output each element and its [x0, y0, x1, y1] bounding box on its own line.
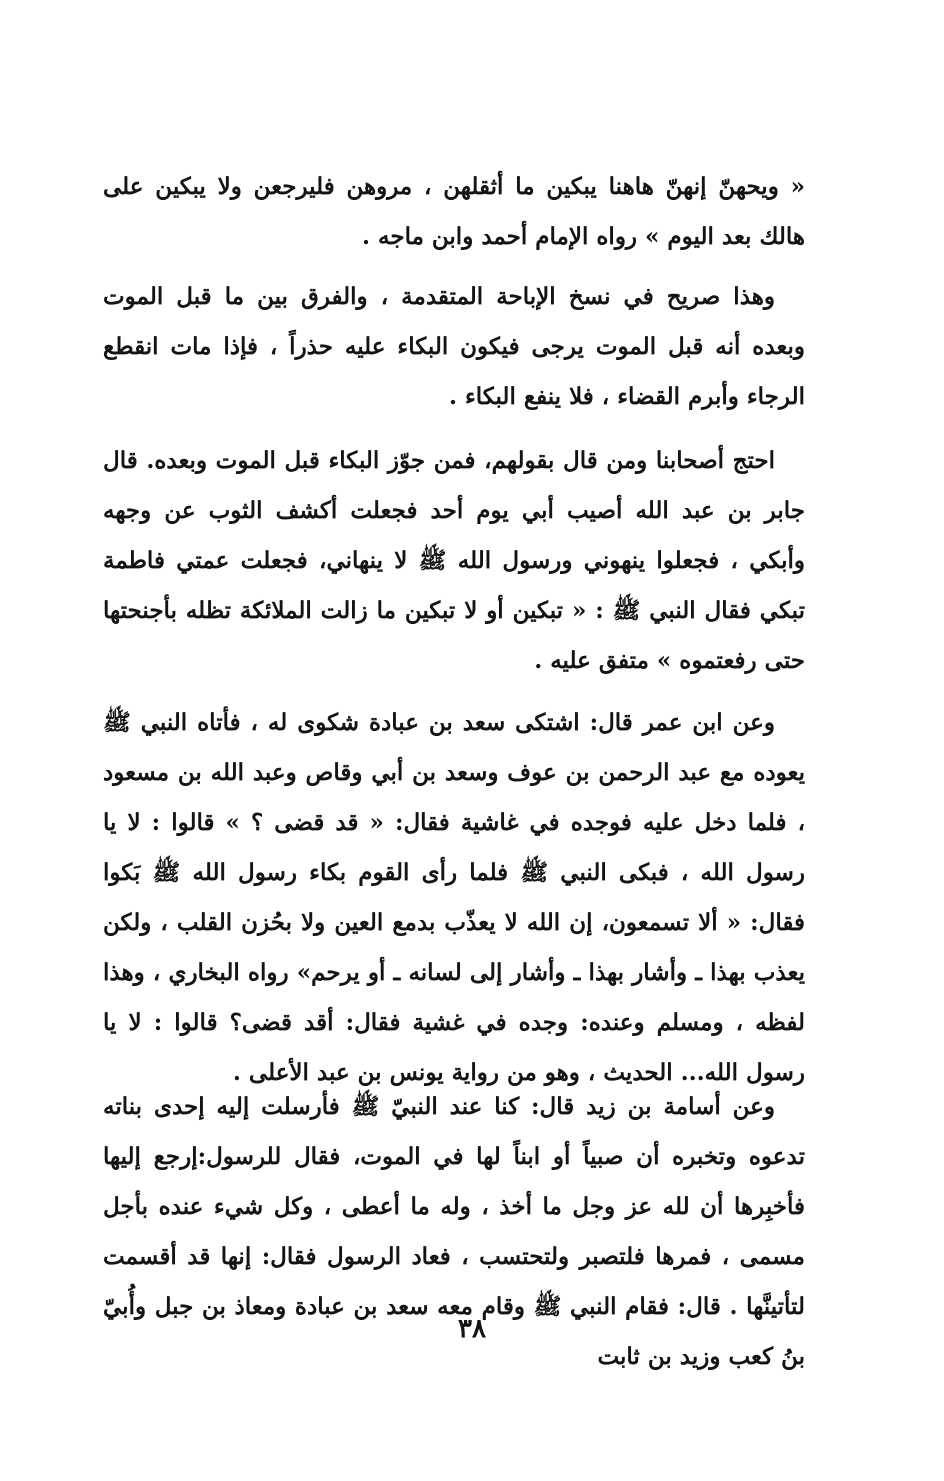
paragraph-text: « ويحهنّ إنهنّ هاهنا يبكين ما أثقلهن ، مروهن فليرجعن ولا يبكين على هالك بعد اليوم » رواه الإمام أحمد وابن ماجه . [103, 173, 805, 250]
paragraph-text: وهذا صريح في نسخ الإباحة المتقدمة ، والفرق بين ما قبل الموت وبعده أنه قبل الموت يرجى فيكون البكاء عليه حذراً ، فإذا مات انقطع الرجاء وأبرم القضاء ، فلا ينفع البكاء . [103, 283, 805, 410]
paragraph-jabir-narration [103, 436, 805, 686]
paragraph-text: وعن ابن عمر قال: اشتكى سعد بن عبادة شكوى له ، فأتاه النبي ﷺ يعوده مع عبد الرحمن بن عوف وسعد بن أبي وقاص وعبد الله بن مسعود ، فلما دخل عليه فوجده في غاشية فقال: « قد قضى ؟ » قالوا : لا يا رسول الله ، فبكى النبي ﷺ فلما رأى القوم بكاء رسول الله ﷺ بَكوا فقال: « ألا تسمعون، إن الله لا يعذّب بدمع العين ولا بحُزن القلب ، ولكن يعذب بهذا ـ وأشار بهذا ـ وأشار إلى لسانه ـ أو يرحم» رواه البخاري ، وهذا لفظه ، ومسلم وعنده: وجده في غشية فقال: أقد قضى؟ قالوا : لا يا رسول الله... الحديث ، وهو من رواية يونس بن عبد الأعلى . [103, 709, 805, 1086]
paragraph-text: وعن أسامة بن زيد قال: كنا عند النبيّ ﷺ فأرسلت إليه إحدى بناته تدعوه وتخبره أن صبياً أو ابناً لها في الموت، فقال للرسول:إرجع إليها فأخبِرها أن لله عز وجل ما أخذ ، وله ما أعطى ، وكل شيء عنده بأجل مسمى ، فمرها فلتصبر ولتحتسب ، فعاد الرسول فقال: إنها قد أقسمت لتأتينَّها . قال: فقام النبي ﷺ وقام معه سعد بن عبادة ومعاذ بن جبل وأُبيّ بنُ كعب وزيد بن ثابت [103, 1093, 805, 1370]
paragraph-hadith-quote [103, 162, 805, 262]
page-number: ٣٨ [458, 1314, 486, 1344]
paragraph-ibn-umar-narration [103, 698, 805, 1098]
paragraph-text: احتج أصحابنا ومن قال بقولهم، فمن جوّز البكاء قبل الموت وبعده. قال جابر بن عبد الله أصيب أبي يوم أحد فجعلت أكشف الثوب عن وجهه وأبكي ، فجعلوا ينهوني ورسول الله ﷺ لا ينهاني، فجعلت عمتي فاطمة تبكي فقال النبي ﷺ : « تبكين أو لا تبكين ما زالت الملائكة تظله بأجنحتها حتى رفعتموه » متفق عليه . [103, 447, 805, 674]
paragraph-abrogation [103, 272, 805, 422]
